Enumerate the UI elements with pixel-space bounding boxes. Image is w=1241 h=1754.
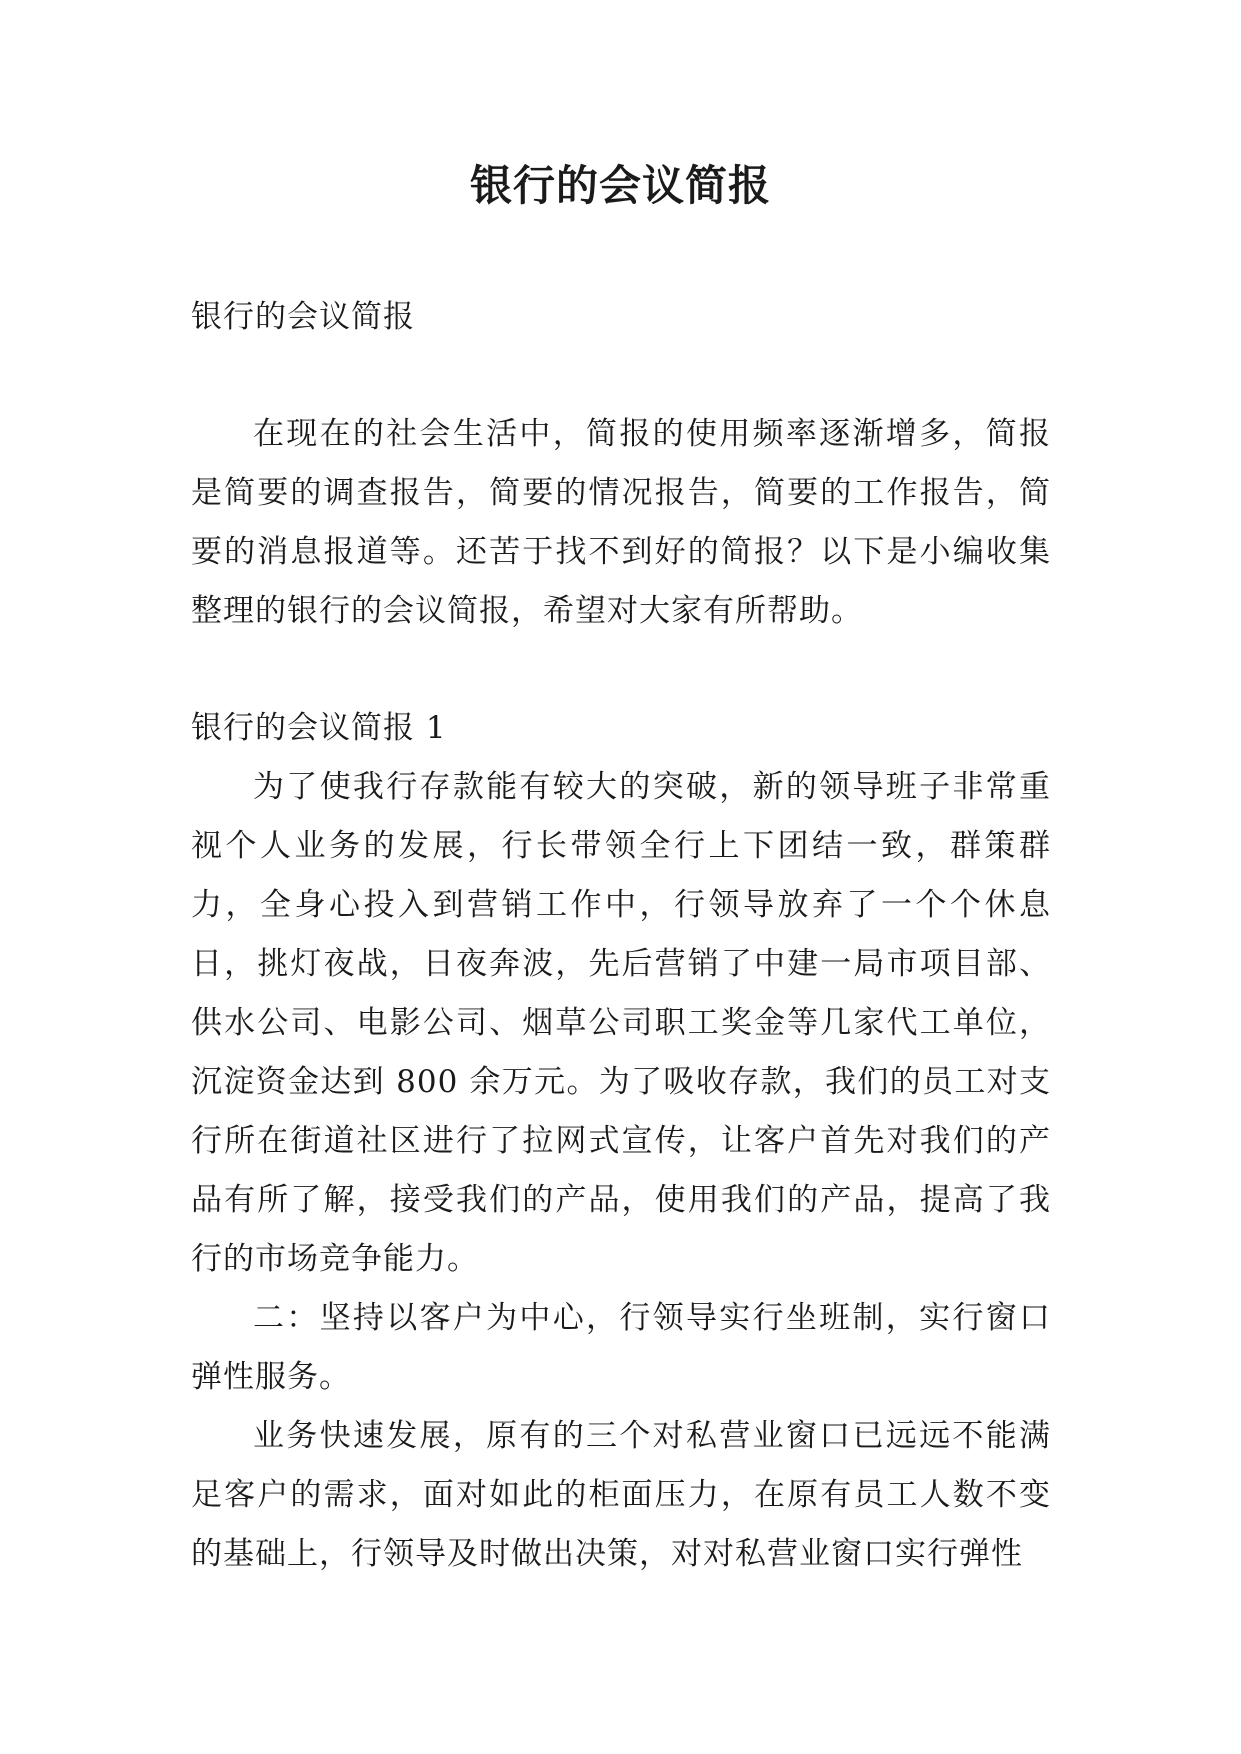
intro-paragraph: 在现在的社会生活中，简报的使用频率逐渐增多，简报是简要的调查报告，简要的情况报告，简要的工作报告，简要的消息报道等。还苦于找不到好的简报？以下是小编收集整理的银行的会议简报，希望对大家有所帮助。	[191, 416, 1051, 629]
document-subtitle: 银行的会议简报	[191, 299, 415, 335]
document-body	[191, 288, 1051, 1584]
body-paragraph-3: 业务快速发展，原有的三个对私营业窗口已远远不能满足客户的需求，面对如此的柜面压力，在原有员工人数不变的基础上，行领导及时做出决策，对对私营业窗口实行弹性	[191, 1418, 1051, 1572]
section-heading: 银行的会议简报 1	[191, 710, 447, 746]
body-paragraph-2: 二：坚持以客户为中心，行领导实行坐班制，实行窗口弹性服务。	[191, 1300, 1051, 1395]
document-title: 银行的会议简报	[469, 161, 771, 210]
body-paragraph-1: 为了使我行存款能有较大的突破，新的领导班子非常重视个人业务的发展，行长带领全行上下团结一致，群策群力，全身心投入到营销工作中，行领导放弃了一个个休息日，挑灯夜战，日夜奔波，先后营销了中建一局市项目部、供水公司、电影公司、烟草公司职工奖金等几家代工单位，沉淀资金达到 800 余万元。为了吸收存款，我们的员工对支行所在街道社区进行了拉网式宣传，让客户首先对我们的产品有所了解，接受我们的产品，使用我们的产品，提高了我行的市场竞争能力。	[191, 769, 1051, 1277]
